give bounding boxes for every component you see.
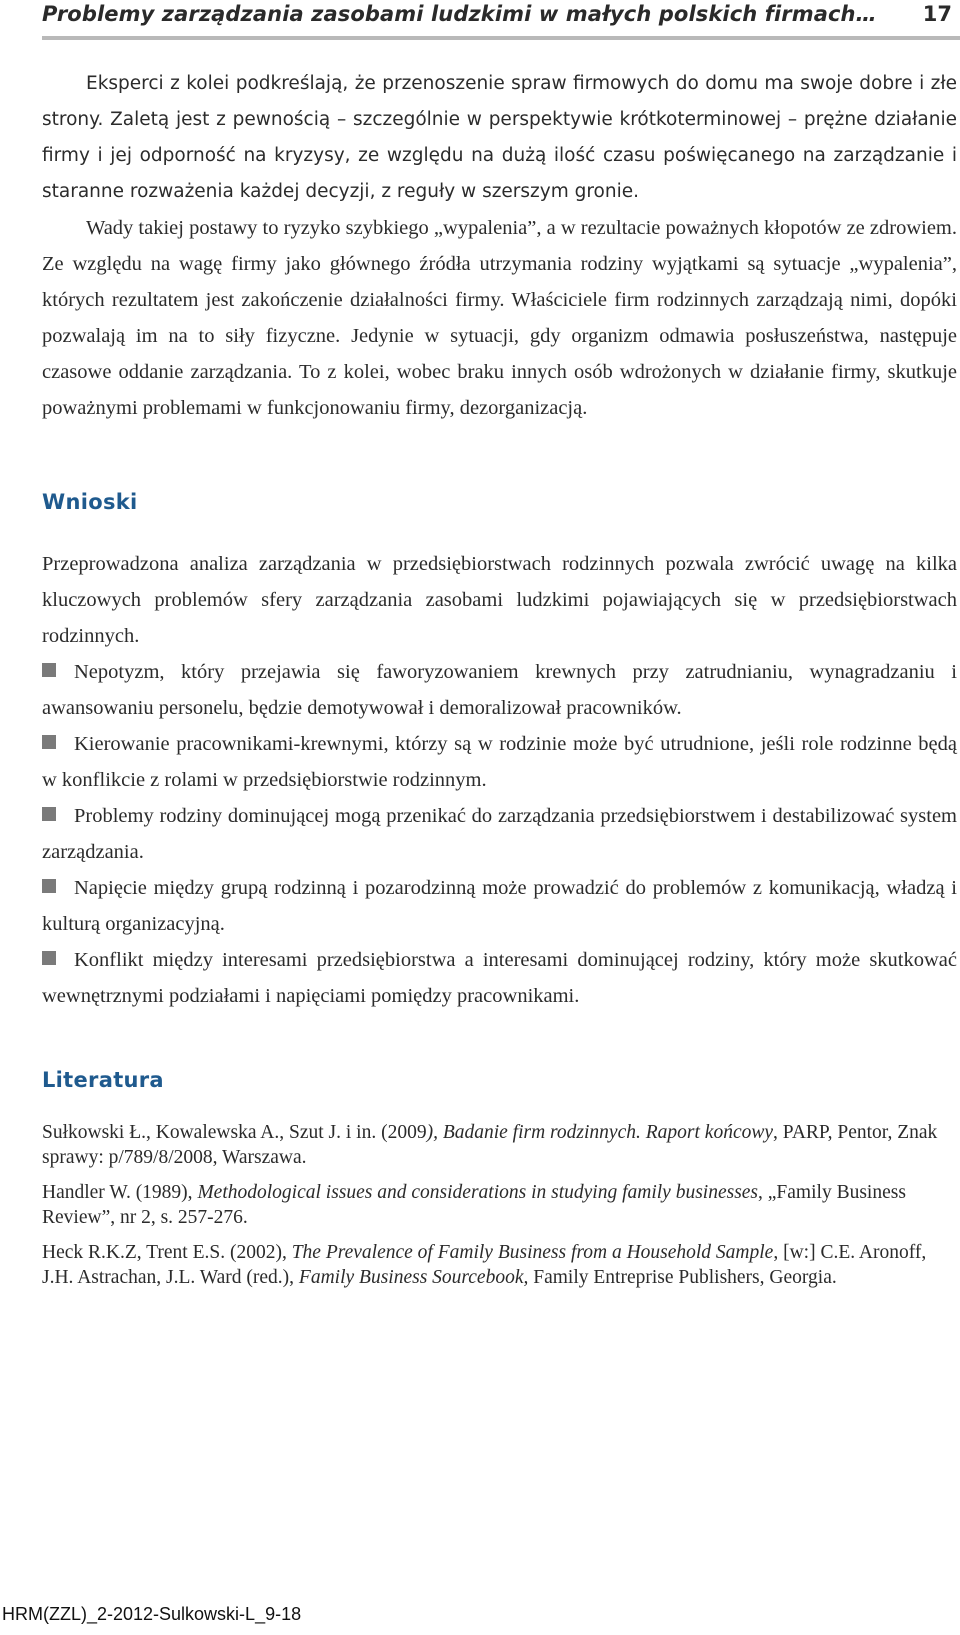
- list-item-text: Nepotyzm, który przejawia się faworyzowaniem krewnych przy zatrudnianiu, wynagradzaniu i awansowaniu personelu, będzie demotywował i demoralizował pracowników.: [42, 661, 957, 719]
- ref-title: ), Badanie firm rodzinnych. Raport końcowy: [426, 1122, 774, 1143]
- list-item-text: Problemy rodziny dominującej mogą przenikać do zarządzania przedsiębiorstwem i destabilizować system zarządzania.: [42, 805, 957, 863]
- list-item: [42, 942, 957, 1014]
- square-bullet-icon: [42, 807, 56, 821]
- section-heading-literatura: Literatura: [42, 1068, 164, 1092]
- body-paragraph-2: Wady takiej postawy to ryzyko szybkiego „wypalenia”, a w rezultacie poważnych kłopotów ze zdrowiem. Ze względu na wagę firmy jako głównego źródła utrzymania rodziny wyjątkami są sytuacje „wypalenia”, których rezultatem jest zakończenie działalności firmy. Właściciele firm rodzinnych zarządzają nimi, dopóki pozwalają im na to siły fizyczne. Jedynie w sytuacji, gdy organizm odmawia posłuszeństwa, następuje czasowe oddanie zarządzania. To z kolei, wobec braku innych osób wdrożonych w działanie firmy, skutkuje poważnymi problemami w funkcjonowaniu firmy, dezorganizacją.: [42, 217, 957, 419]
- ref-text: Heck R.K.Z, Trent E.S. (2002),: [42, 1242, 292, 1263]
- page-content: [42, 66, 957, 1300]
- reference-item: [42, 1180, 957, 1230]
- list-item: [42, 654, 957, 726]
- conclusions-intro: Przeprowadzona analiza zarządzania w przedsiębiorstwach rodzinnych pozwala zwrócić uwagę na kilka kluczowych problemów sfery zarządzania zasobami ludzkimi pojawiających się w przedsiębiorstwach rodzinnych.: [42, 553, 957, 647]
- ref-text: Sułkowski Ł., Kowalewska A., Szut J. i in. (2009: [42, 1122, 427, 1143]
- list-item: [42, 726, 957, 798]
- conclusions-list: [42, 654, 957, 1014]
- ref-title: The Prevalence of Family Business from a Household Sample: [291, 1242, 774, 1263]
- square-bullet-icon: [42, 735, 56, 749]
- header-rule: [42, 36, 960, 40]
- ref-text: , PARP, Pentor, Znak sprawy: p/789/8/2008, Warszawa.: [42, 1122, 938, 1168]
- section-heading-wnioski: Wnioski: [42, 490, 138, 514]
- ref-text: Handler W. (1989),: [42, 1182, 198, 1203]
- reference-item: [42, 1240, 957, 1290]
- list-item: [42, 798, 957, 870]
- running-header: [42, 0, 960, 40]
- square-bullet-icon: [42, 879, 56, 893]
- running-title: Problemy zarządzania zasobami ludzkimi w małych polskich firmach…: [42, 2, 877, 26]
- page-number: 17: [922, 2, 952, 26]
- ref-title: Methodological issues and considerations in studying family businesses: [197, 1182, 759, 1203]
- reference-list: [42, 1120, 957, 1290]
- ref-text: , „Family Business Review”, nr 2, s. 257-276.: [42, 1182, 906, 1228]
- body-paragraph-1: Eksperci z kolei podkreślają, że przenoszenie spraw firmowych do domu ma swoje dobre i złe strony. Zaletą jest z pewnością – szczególnie w perspektywie krótkoterminowej – prężne działanie firmy i jej odporność na kryzysy, ze względu na dużą ilość czasu poświęcanego na zarządzanie i staranne rozważenia każdej decyzji, z reguły w szerszym gronie.: [42, 73, 957, 202]
- list-item-text: Napięcie między grupą rodzinną i pozarodzinną może prowadzić do problemów z komunikacją, władzą i kulturą organizacyjną.: [42, 877, 957, 935]
- list-item-text: Konflikt między interesami przedsiębiorstwa a interesami dominującej rodziny, który może skutkować wewnętrznymi podziałami i napięciami pomiędzy pracownikami.: [42, 949, 957, 1007]
- ref-text: , [w:] C.E. Aronoff, J.H. Astrachan, J.L. Ward (red.),: [42, 1242, 927, 1288]
- reference-item: [42, 1120, 957, 1170]
- list-item: [42, 870, 957, 942]
- square-bullet-icon: [42, 663, 56, 677]
- ref-text: Family Entreprise Publishers, Georgia.: [528, 1267, 837, 1288]
- file-footer: HRM(ZZL)_2-2012-Sulkowski-L_9-18: [2, 1604, 302, 1624]
- list-item-text: Kierowanie pracownikami-krewnymi, którzy są w rodzinie może być utrudnione, jeśli role rodzinne będą w konflikcie z rolami w przedsiębiorstwie rodzinnym.: [42, 733, 957, 791]
- ref-title: Family Business Sourcebook,: [298, 1267, 529, 1288]
- square-bullet-icon: [42, 951, 56, 965]
